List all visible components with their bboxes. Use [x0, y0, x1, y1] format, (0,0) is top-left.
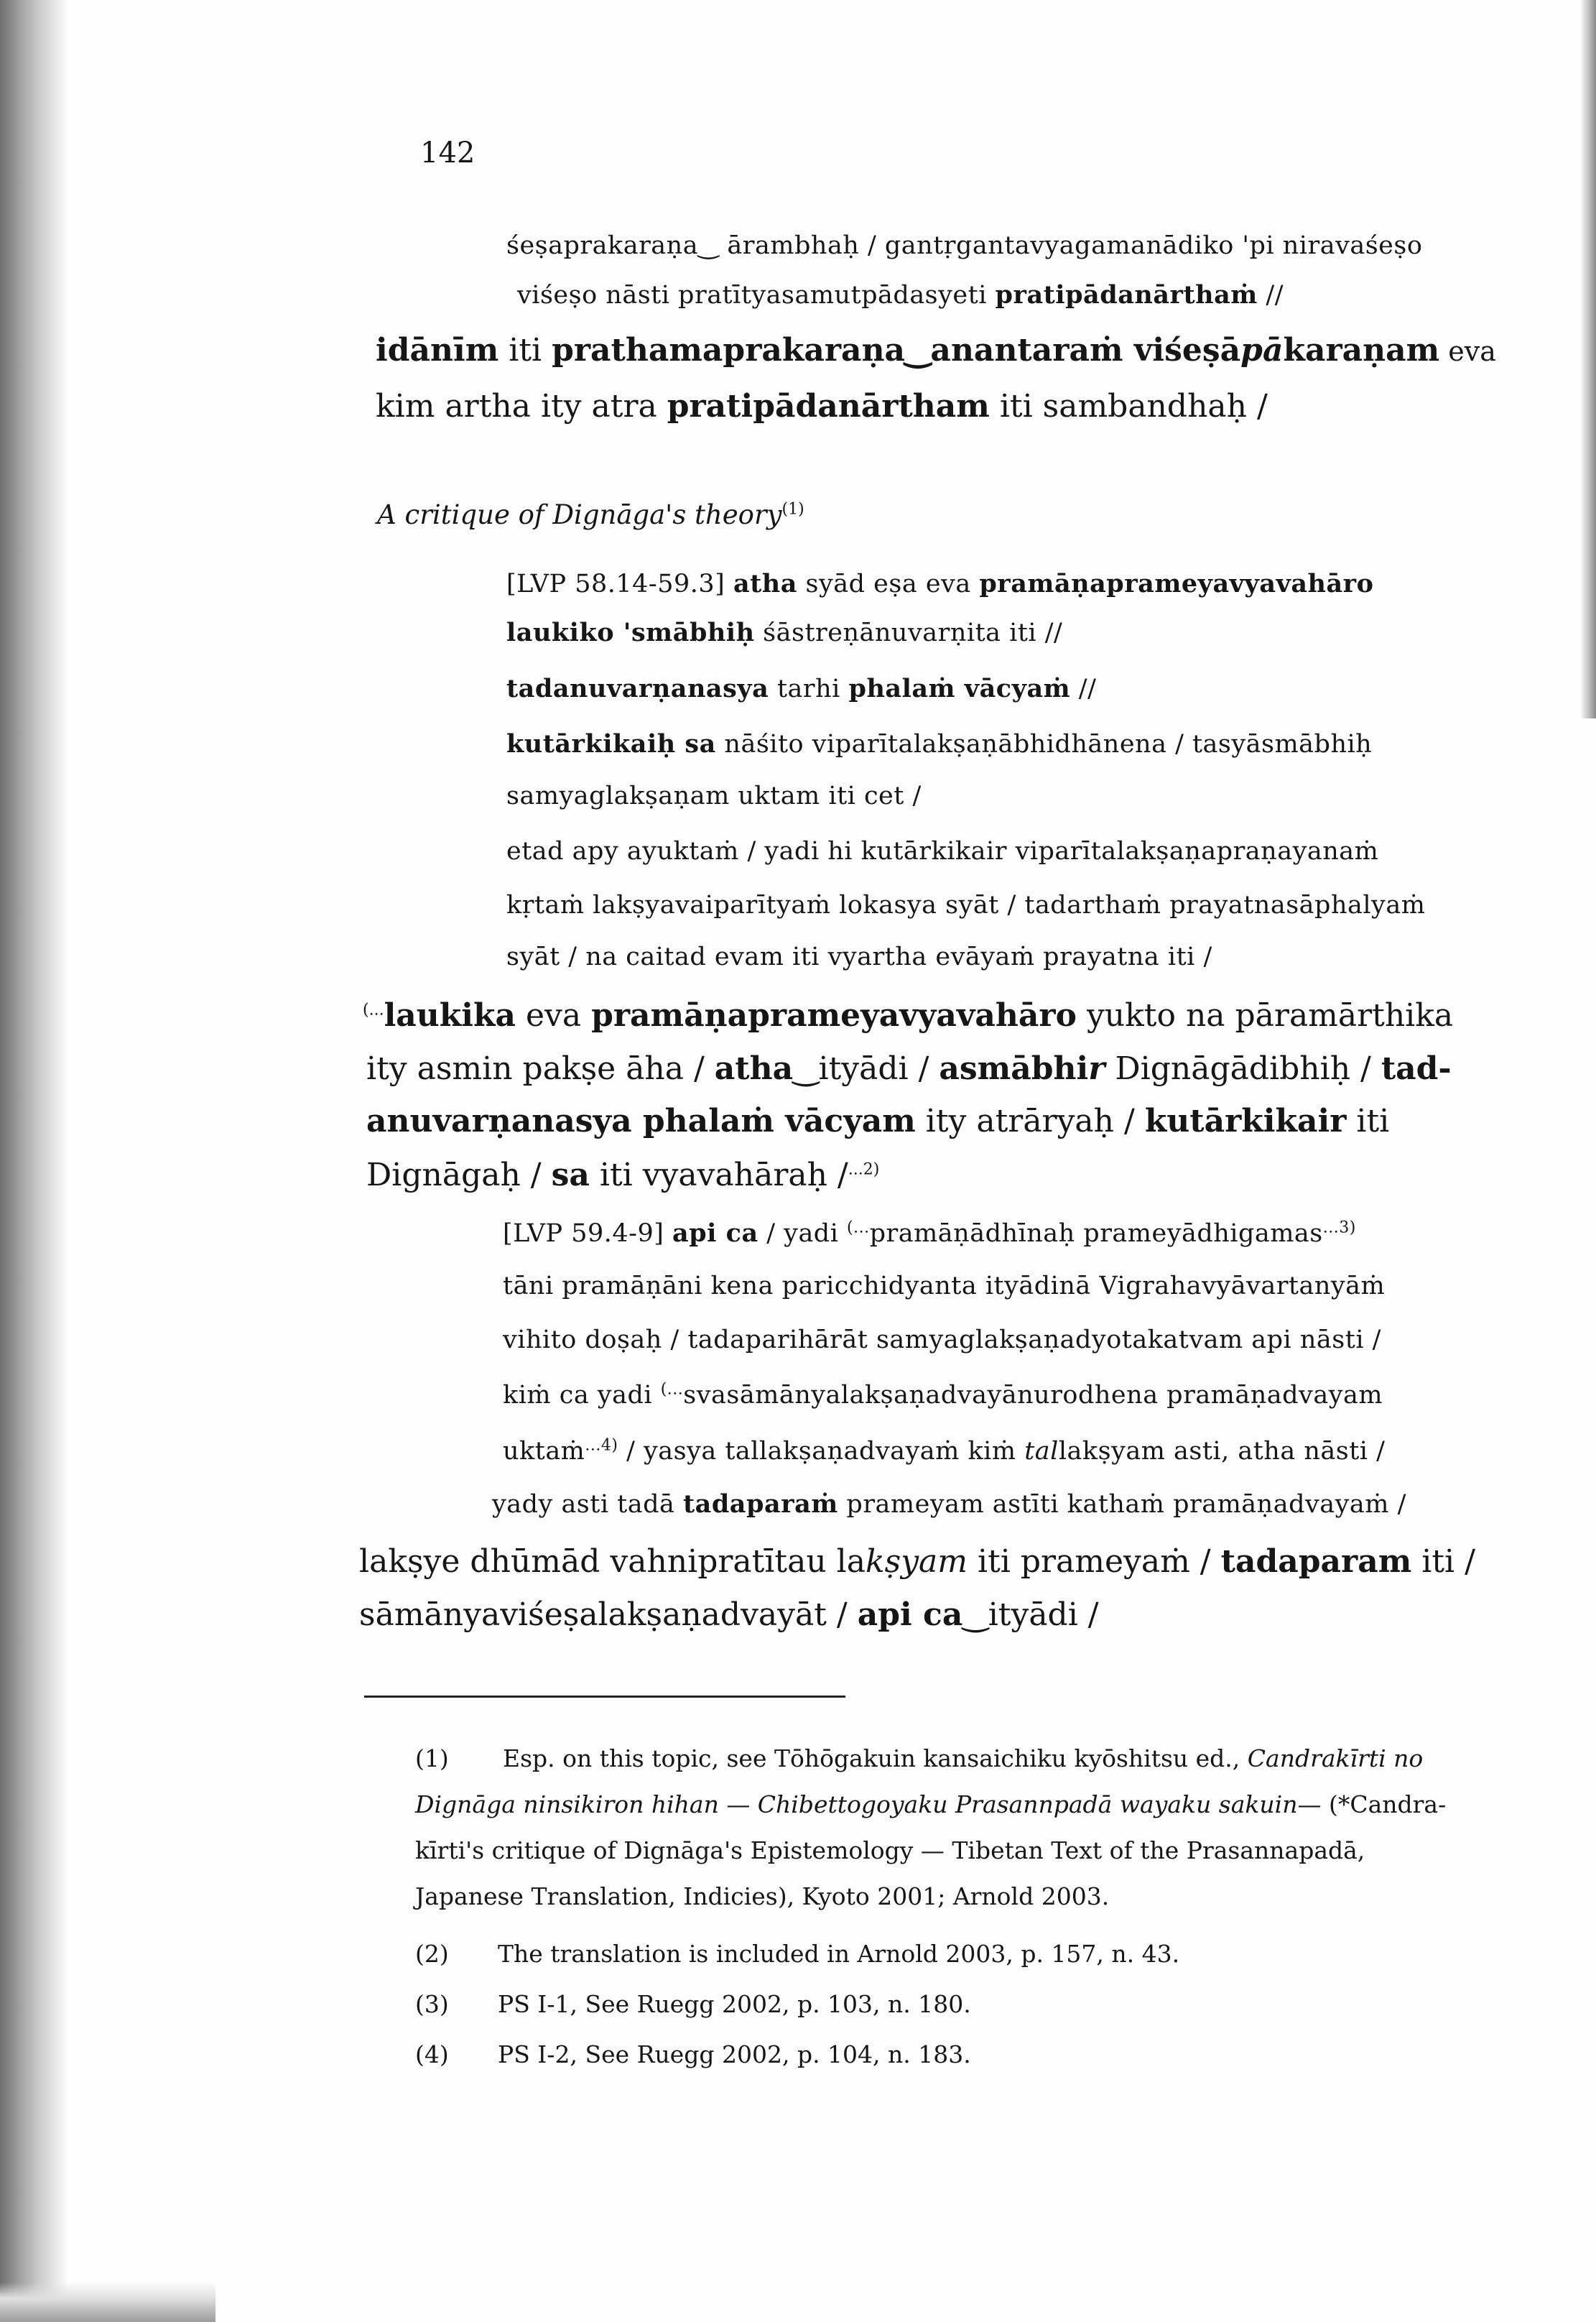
block1-line-8: syāt / na caitad evam iti vyartha evāyaṁ prayatna iti / — [506, 943, 1212, 971]
scan-edge-right — [1580, 0, 1596, 718]
block2-line-2: tāni pramāṇāni kena paricchidyanta ityādinā Vigrahavyāvartanyāṁ — [503, 1272, 1386, 1300]
footnote-ref-4: ...4) — [585, 1436, 618, 1455]
footnote-3-text: PS I-1, See Ruegg 2002, p. 103, n. 180. — [498, 1990, 971, 2018]
block1-line-3: tadanuvarṇanasya tarhi phalaṁ vācyaṁ // — [506, 674, 1097, 703]
footnote-4-number: (4) — [415, 2040, 449, 2068]
footnote-ref-2: ...2) — [848, 1160, 880, 1179]
footnote-1-number: (1) — [415, 1744, 449, 1772]
intro-line-1: śeṣaprakaraṇa‿ ārambhaḥ / gantṛgantavyagamanādiko 'pi niravaśeṣo — [506, 231, 1423, 260]
intro-line-3: idānīm iti prathamaprakaraṇa‿anantaraṁ viśeṣāpākaraṇam eva — [376, 332, 1496, 369]
comment1-line-4: Dignāgaḥ / sa iti vyavahāraḥ /$^{...2)}$ — [366, 1157, 880, 1193]
footnote-1-line-2: Dignāga ninsikiron hihan — Chibettogoyaku Prasannpadā wayaku sakuin— (*Candra- — [415, 1790, 1447, 1818]
block1-line-5: samyaglakṣaṇam uktam iti cet / — [506, 782, 922, 810]
comment1-line-3: anuvarṇanasya phalaṁ vācyam ity atrāryaḥ / kutārkikair iti — [366, 1103, 1390, 1139]
footnote-ref-3: ...3) — [1322, 1218, 1356, 1237]
footnote-1-line-1: Esp. on this topic, see Tōhōgakuin kansaichiku kyōshitsu ed., Candrakīrti no — [503, 1744, 1424, 1772]
footnote-1-line-4: Japanese Translation, Indicies), Kyoto 2001; Arnold 2003. — [415, 1882, 1110, 1910]
footnote-2-number: (2) — [415, 1940, 449, 1968]
block2-line-6: yady asti tadā tadaparaṁ prameyam astīti kathaṁ pramāṇadvayaṁ / — [492, 1489, 1406, 1519]
comment2-line-1: lakṣye dhūmād vahnipratītau lakṣyam iti prameyaṁ / tadaparam iti / — [359, 1543, 1475, 1580]
footnote-4-text: PS I-2, See Ruegg 2002, p. 104, n. 183. — [498, 2040, 971, 2068]
scan-edge-left — [0, 0, 68, 2322]
footnote-ref-1: (1) — [781, 500, 804, 519]
block1-line-4: kutārkikaiḥ sa nāśito viparītalakṣaṇābhidhānena / tasyāsmābhiḥ — [506, 729, 1373, 759]
block1-line-6: etad apy ayuktaṁ / yadi hi kutārkikair viparītalakṣaṇapraṇayanaṁ — [506, 837, 1379, 866]
block1-line-2: laukiko 'smābhiḥ śāstreṇānuvarṇita iti // — [506, 618, 1063, 647]
scan-edge-bottom — [0, 2282, 215, 2322]
comment2-line-2: sāmānyaviśeṣalakṣaṇadvayāt / api ca‿ityādi / — [359, 1596, 1099, 1633]
footnote-3-number: (3) — [415, 1990, 449, 2018]
page-number: 142 — [420, 137, 475, 170]
block1-line-1: [LVP 58.14-59.3] atha syād eṣa eva pramāṇaprameyavyavahāro — [506, 569, 1374, 598]
intro-line-4: kim artha ity atra pratipādanārtham iti sambandhaḥ / — [376, 388, 1268, 425]
intro-line-2: viśeṣo nāsti pratītyasamutpādasyeti pratipādanārthaṁ // — [517, 280, 1284, 310]
block2-line-3: vihito doṣaḥ / tadaparihārāt samyaglakṣaṇadyotakatvam api nāsti / — [503, 1326, 1381, 1354]
comment1-line-2: ity asmin pakṣe āha / atha‿ityādi / asmābhir Dignāgādibhiḥ / tad- — [366, 1050, 1452, 1087]
block2-line-4: kiṁ ca yadi (...svasāmānyalakṣaṇadvayānurodhena pramāṇadvayam — [503, 1380, 1383, 1410]
block2-line-1: [LVP 59.4-9] api ca / yadi (...pramāṇādhīnaḥ prameyādhigamas$^{...3)}$ — [503, 1218, 1356, 1248]
footnote-rule — [364, 1696, 845, 1698]
footnote-2-text: The translation is included in Arnold 2003, p. 157, n. 43. — [498, 1940, 1180, 1968]
section-heading: A critique of Dignāga's theory$^{(1)}$ — [377, 499, 804, 530]
footnote-1-line-3: kīrti's critique of Dignāga's Epistemology — Tibetan Text of the Prasannapadā, — [415, 1836, 1365, 1864]
block2-line-5: uktaṁ$^{...4)}$ / yasya tallakṣaṇadvayaṁ kiṁ tallakṣyam asti, atha nāsti / — [503, 1436, 1386, 1466]
comment1-line-1: (...laukika eva pramāṇaprameyavyavahāro yukto na pāramārthika — [363, 997, 1454, 1034]
block1-line-7: kṛtaṁ lakṣyavaiparītyaṁ lokasya syāt / tadarthaṁ prayatnasāphalyaṁ — [506, 891, 1426, 920]
